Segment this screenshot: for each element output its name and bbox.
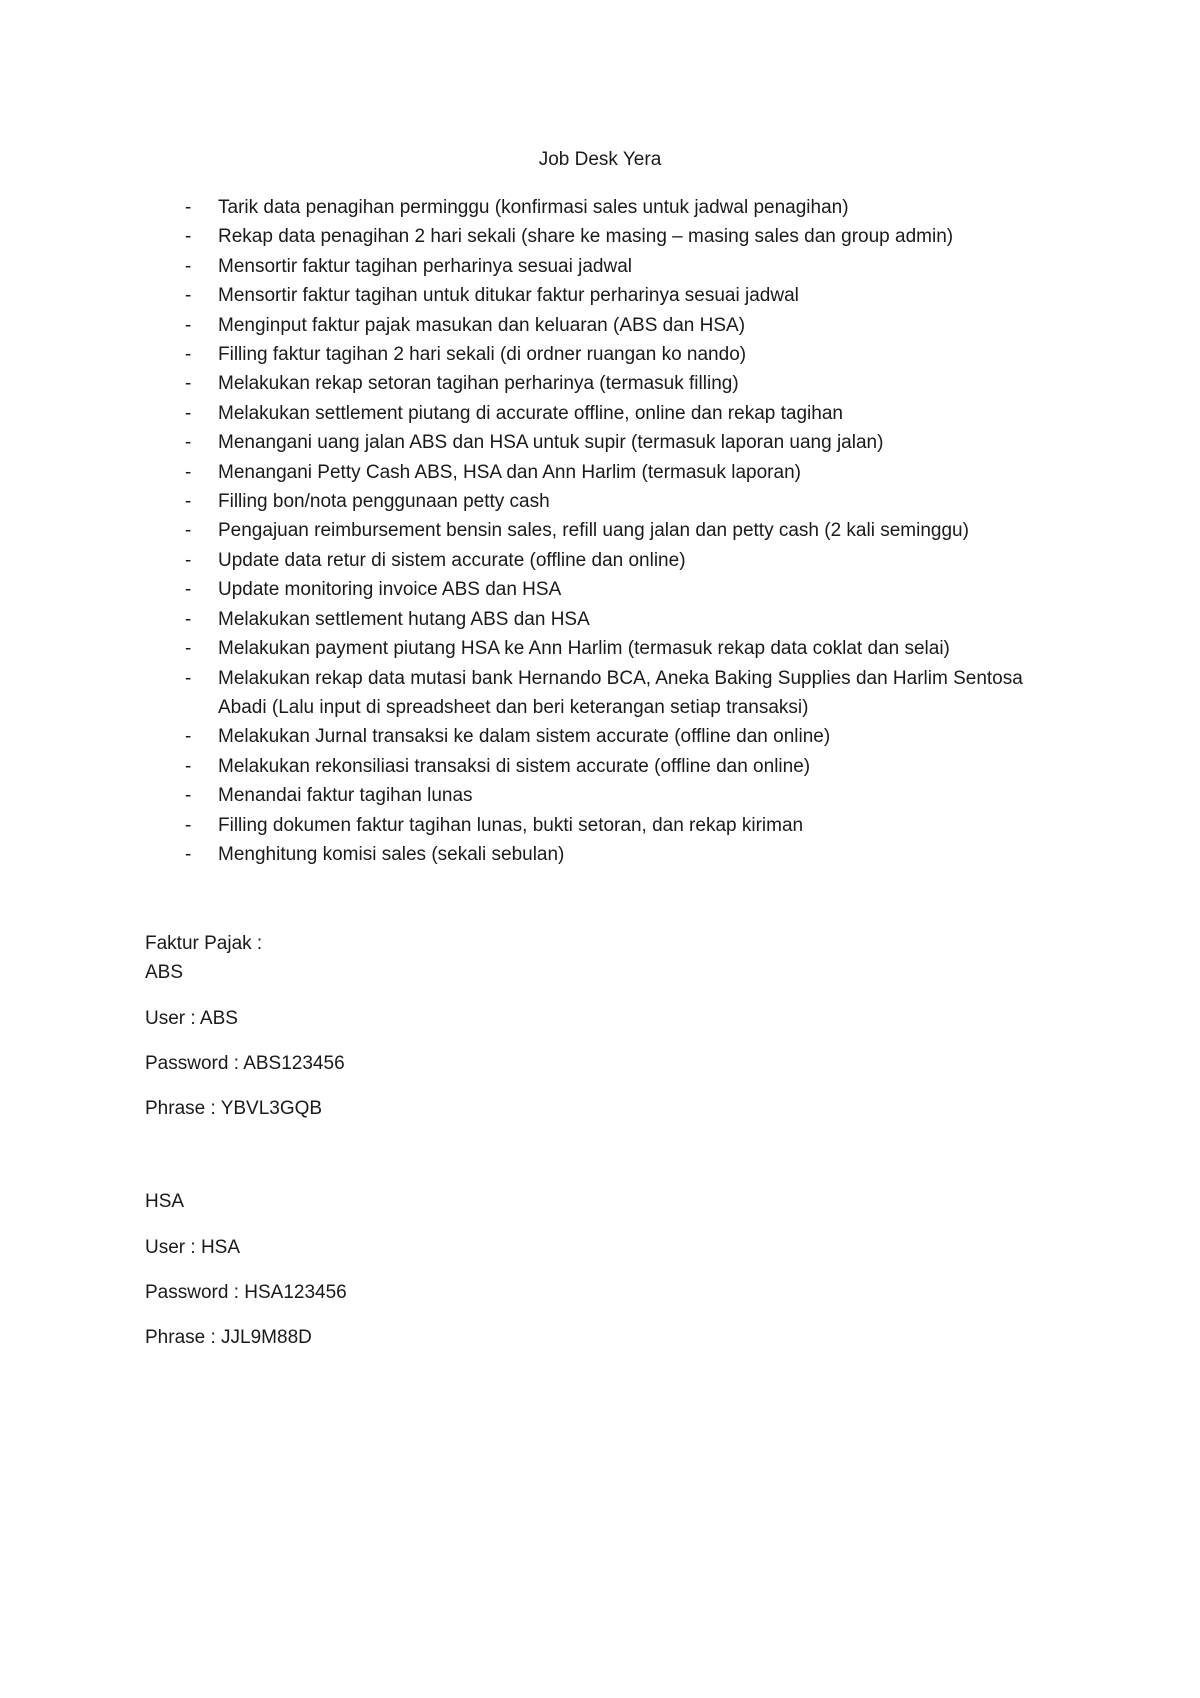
task-text: Melakukan rekap data mutasi bank Hernando BCA, Aneka Baking Supplies dan Harlim Sentosa Abadi (Lalu input di spreadsheet dan beri keterangan setiap transaksi): [218, 667, 1023, 718]
task-item: [185, 781, 1065, 810]
task-text: Menangani Petty Cash ABS, HSA dan Ann Harlim (termasuk laporan): [218, 461, 801, 483]
list-dash: -: [185, 197, 192, 218]
hsa-phrase: Phrase : JJL9M88D: [145, 1327, 312, 1348]
task-text: Pengajuan reimbursement bensin sales, refill uang jalan dan petty cash (2 kali seminggu): [218, 520, 969, 542]
task-item: [185, 369, 1065, 398]
task-text: Tarik data penagihan perminggu (konfirmasi sales untuk jadwal penagihan): [218, 197, 849, 218]
task-item: [185, 811, 1065, 840]
list-dash: -: [185, 285, 192, 307]
hsa-company-label: HSA: [145, 1191, 185, 1212]
task-text: Melakukan rekonsiliasi transaksi di sistem accurate (offline dan online): [218, 755, 811, 777]
list-dash: -: [185, 785, 192, 807]
task-item: [185, 222, 1065, 251]
list-dash: -: [185, 402, 192, 424]
list-dash: -: [185, 491, 192, 513]
task-text: Melakukan settlement piutang di accurate offline, online dan rekap tagihan: [218, 402, 843, 424]
task-text: Menangani uang jalan ABS dan HSA untuk supir (termasuk laporan uang jalan): [218, 432, 884, 454]
list-dash: -: [185, 843, 192, 865]
task-text: Filling bon/nota penggunaan petty cash: [218, 491, 550, 513]
task-text: Menandai faktur tagihan lunas: [218, 785, 473, 807]
task-item: [185, 634, 1065, 663]
task-item: [185, 722, 1065, 751]
task-text: Filling faktur tagihan 2 hari sekali (di ordner ruangan ko nando): [218, 344, 747, 366]
list-dash: -: [185, 520, 192, 542]
task-text: Mensortir faktur tagihan untuk ditukar faktur perharinya sesuai jadwal: [218, 285, 799, 307]
task-item: [185, 399, 1065, 428]
list-dash: -: [185, 432, 192, 454]
task-text: Filling dokumen faktur tagihan lunas, bukti setoran, dan rekap kiriman: [218, 814, 804, 836]
task-text: Menginput faktur pajak masukan dan keluaran (ABS dan HSA): [218, 314, 746, 336]
list-dash: -: [185, 314, 192, 336]
faktur-pajak-heading: Faktur Pajak :: [145, 933, 263, 954]
task-item: [185, 252, 1065, 281]
task-item: [185, 840, 1065, 869]
task-item: [185, 428, 1065, 457]
task-text: Mensortir faktur tagihan perharinya sesuai jadwal: [218, 255, 632, 277]
abs-password: Password : ABS123456: [145, 1053, 345, 1074]
task-text: Update monitoring invoice ABS dan HSA: [218, 579, 562, 601]
task-text: Menghitung komisi sales (sekali sebulan): [218, 843, 565, 865]
task-item: [185, 605, 1065, 634]
list-dash: -: [185, 579, 192, 601]
task-item: [185, 193, 1065, 222]
list-dash: -: [185, 344, 192, 366]
list-dash: -: [185, 638, 192, 660]
list-dash: -: [185, 373, 192, 395]
abs-company-label: ABS: [145, 962, 184, 983]
task-text: Update data retur di sistem accurate (offline dan online): [218, 549, 686, 571]
task-text: Melakukan rekap setoran tagihan perharinya (termasuk filling): [218, 373, 739, 395]
list-dash: -: [185, 814, 192, 836]
hsa-password: Password : HSA123456: [145, 1282, 347, 1303]
task-item: [185, 311, 1065, 340]
list-dash: -: [185, 255, 192, 277]
list-dash: -: [185, 226, 192, 248]
list-dash: -: [185, 667, 192, 689]
list-dash: -: [185, 549, 192, 571]
task-item: [185, 516, 1065, 545]
task-list: [185, 193, 1065, 869]
abs-phrase: Phrase : YBVL3GQB: [145, 1098, 323, 1119]
hsa-user: User : HSA: [145, 1237, 241, 1258]
task-item: [185, 575, 1065, 604]
document-title: Job Desk Yera: [538, 149, 662, 170]
task-item: [185, 752, 1065, 781]
task-text: Melakukan Jurnal transaksi ke dalam sistem accurate (offline dan online): [218, 726, 831, 748]
list-dash: -: [185, 755, 192, 777]
task-item: [185, 281, 1065, 310]
task-item: [185, 664, 1065, 723]
task-item: [185, 546, 1065, 575]
list-dash: -: [185, 461, 192, 483]
abs-user: User : ABS: [145, 1008, 238, 1029]
task-text: Rekap data penagihan 2 hari sekali (share ke masing – masing sales dan group admin): [218, 226, 954, 248]
task-item: [185, 340, 1065, 369]
task-item: [185, 487, 1065, 516]
list-dash: -: [185, 726, 192, 748]
task-text: Melakukan settlement hutang ABS dan HSA: [218, 608, 590, 630]
list-dash: -: [185, 608, 192, 630]
task-item: [185, 458, 1065, 487]
task-text: Melakukan payment piutang HSA ke Ann Harlim (termasuk rekap data coklat dan selai): [218, 638, 950, 660]
